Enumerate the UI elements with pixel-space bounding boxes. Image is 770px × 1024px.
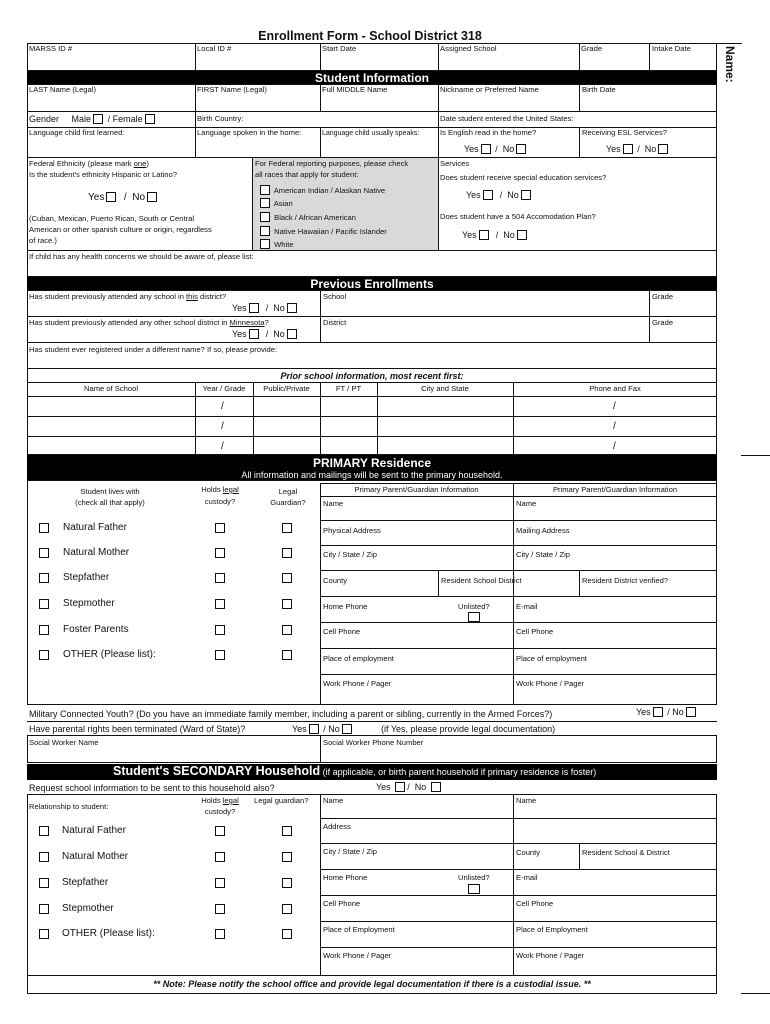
guardian-checkbox[interactable]	[282, 573, 292, 583]
military-question: Military Connected Youth? (Do you have an immediate family member, including a parent or sibling, currently in the Armed Forces?)	[29, 709, 553, 719]
prev2-no-label: No	[273, 329, 285, 339]
s-legal-guardian-label: Legal guardian?	[254, 796, 309, 805]
social-worker-phone-label: Social Worker Phone Number	[323, 738, 424, 747]
p-unlisted-label: Unlisted?	[458, 602, 490, 611]
plan-no-checkbox[interactable]	[517, 230, 527, 240]
sped-question: Does student receive special education services?	[440, 173, 607, 182]
race-label: Native Hawaiian / Pacific Islander	[274, 227, 387, 236]
s-cell2-label: Cell Phone	[516, 899, 554, 908]
lives-with-checkbox[interactable]	[39, 548, 49, 558]
race-label: Asian	[273, 199, 293, 208]
slash-text: /	[123, 192, 127, 203]
lives-with-label: Student lives with	[80, 487, 140, 496]
sped-yes-label: Yes	[466, 190, 481, 200]
race-checkbox[interactable]	[260, 212, 270, 222]
plan-yes-checkbox[interactable]	[479, 230, 489, 240]
previous-enrollments-header: Previous Enrollments	[27, 277, 717, 291]
legal-label: Legal	[278, 487, 298, 496]
primary-residence-header: PRIMARY Residence	[312, 456, 432, 470]
english-yes-label: Yes	[464, 144, 479, 154]
lives-with-checkbox[interactable]	[39, 625, 49, 635]
mail-address-label: Mailing Address	[516, 526, 570, 535]
s-county-label: County	[516, 848, 541, 857]
custody-checkbox[interactable]	[215, 548, 225, 558]
custody-checkbox[interactable]	[215, 573, 225, 583]
request-question: Request school information to be sent to this household also?	[29, 783, 275, 793]
custody-checkbox[interactable]	[215, 650, 225, 660]
res-school-label: Resident School District	[441, 576, 522, 585]
row-slash: /	[613, 401, 616, 412]
rights-yes-checkbox[interactable]	[309, 724, 319, 734]
mil-yes-label: Yes	[636, 707, 651, 717]
slash-text: /	[265, 329, 269, 339]
guardian-checkbox[interactable]	[282, 852, 292, 862]
race-checkbox[interactable]	[260, 239, 270, 249]
mil-yes-checkbox[interactable]	[653, 707, 663, 717]
slash-text: /	[495, 230, 499, 240]
sped-yes-checkbox[interactable]	[483, 190, 493, 200]
start-label: Start Date	[322, 44, 357, 53]
custody-checkbox[interactable]	[215, 878, 225, 888]
lives-with-checkbox[interactable]	[39, 650, 49, 660]
race-head-1: For Federal reporting purposes, please check	[255, 159, 409, 168]
col-ft-pt: FT / PT	[335, 384, 362, 393]
prev-district-label: District	[323, 318, 347, 327]
custody-label: custody?	[204, 497, 236, 506]
prior-school-title: Prior school information, most recent first:	[280, 371, 464, 381]
slash-text: /	[499, 190, 503, 200]
lang-first-label: Language child first learned:	[29, 128, 125, 137]
p-employ2-label: Place of employment	[516, 654, 587, 663]
col-public-private: Public/Private	[263, 384, 310, 393]
prev-q2: Has student previously attended any other school district in	[29, 318, 230, 327]
birth-date-label: Birth Date	[582, 85, 616, 94]
rights-no-label: No	[328, 724, 340, 734]
ethnicity-paren: )	[146, 159, 149, 168]
custody-checkbox[interactable]	[215, 929, 225, 939]
p-work2-label: Work Phone / Pager	[516, 679, 585, 688]
relationship-label: Stepmother	[63, 598, 115, 609]
prev1-no-checkbox[interactable]	[287, 303, 297, 313]
relationship-label: Relationship to student:	[29, 802, 109, 811]
first-name-label: FIRST Name (Legal)	[197, 85, 267, 94]
prev1-no-label: No	[273, 303, 285, 313]
s-name2-label: Name	[516, 796, 537, 805]
prev-q1-this: this	[186, 292, 198, 301]
relationship-label: Natural Mother	[62, 851, 129, 862]
services-label: Services	[440, 159, 470, 168]
relationship-label: OTHER (Please list):	[62, 928, 155, 939]
lives-with-checkbox[interactable]	[39, 826, 49, 836]
col-year-grade: Year / Grade	[202, 384, 246, 393]
prev-q1-end: district?	[197, 292, 227, 301]
female-label: / Female	[107, 114, 143, 124]
esl-yes-label: Yes	[606, 144, 621, 154]
race-checkbox[interactable]	[260, 185, 270, 195]
holds-label: Holds	[201, 485, 223, 494]
s-cell-label: Cell Phone	[323, 899, 361, 908]
esl-no-checkbox[interactable]	[658, 144, 668, 154]
side-name-label: Name:	[723, 46, 737, 83]
s-legal-underline: legal	[222, 796, 239, 805]
col-name-of-school: Name of School	[83, 384, 139, 393]
date-entered-label: Date student entered the United States:	[440, 114, 574, 123]
male-checkbox[interactable]	[93, 114, 103, 124]
social-worker-label: Social Worker Name	[29, 738, 99, 747]
custody-checkbox[interactable]	[215, 852, 225, 862]
lang-home-label: Language spoken in the home:	[197, 128, 302, 137]
plan-yes-label: Yes	[462, 230, 477, 240]
prev2-yes-label: Yes	[232, 329, 247, 339]
p-unlisted-checkbox[interactable]	[468, 612, 480, 622]
legal-underline: legal	[222, 485, 239, 494]
custodial-note: ** Note: Please notify the school office and provide legal documentation if there is a custodial issue. **	[153, 979, 591, 989]
relationship-label: Stepfather	[63, 572, 110, 583]
student-info-header: Student Information	[27, 71, 717, 85]
prev-q1: Has student previously attended any school in	[29, 292, 187, 301]
custody-checkbox[interactable]	[215, 599, 225, 609]
check-all-label: (check all that apply)	[75, 498, 145, 507]
intake-label: Intake Date	[652, 44, 691, 53]
nickname-label: Nickname or Preferred Name	[440, 85, 539, 94]
relationship-label: Natural Mother	[63, 547, 130, 558]
race-label: American Indian / Alaskan Native	[273, 186, 386, 195]
sped-no-checkbox[interactable]	[521, 190, 531, 200]
s-unlisted-label: Unlisted?	[458, 873, 490, 882]
guardian-checkbox[interactable]	[282, 878, 292, 888]
ethnicity-label: Federal Ethnicity (please mark	[29, 159, 134, 168]
slash-text: /	[667, 707, 670, 717]
prev-q3: Has student ever registered under a different name? If so, please provide:	[29, 345, 278, 354]
p-cell-label: Cell Phone	[323, 627, 361, 636]
lives-with-checkbox[interactable]	[39, 852, 49, 862]
prev-school-label: School	[323, 292, 347, 301]
form-title: Enrollment Form - School District 318	[258, 29, 482, 43]
slash-text: /	[265, 303, 269, 313]
row-slash: /	[221, 441, 224, 452]
eth-no-label: No	[132, 192, 146, 203]
eth-note-3: of race.)	[29, 236, 57, 245]
english-yes-checkbox[interactable]	[481, 144, 491, 154]
gender-label: Gender	[29, 114, 60, 124]
prev2-no-checkbox[interactable]	[287, 329, 297, 339]
custody-checkbox[interactable]	[215, 523, 225, 533]
eth-yes-label: Yes	[88, 192, 105, 203]
guardian-checkbox[interactable]	[282, 599, 292, 609]
col-city-state: City and State	[421, 384, 469, 393]
eth-yes-checkbox[interactable]	[106, 192, 116, 202]
p-csz-label: City / State / Zip	[323, 550, 378, 559]
relationship-label: Foster Parents	[63, 624, 129, 635]
lives-with-checkbox[interactable]	[39, 904, 49, 914]
birth-country-label: Birth Country:	[197, 114, 244, 123]
english-label: Is English read in the home?	[440, 128, 537, 137]
custody-checkbox[interactable]	[215, 625, 225, 635]
guardian-label: Guardian?	[270, 498, 306, 507]
prev1-yes-checkbox[interactable]	[249, 303, 259, 313]
plan504-question: Does student have a 504 Accomodation Plan?	[440, 212, 596, 221]
p-csz2-label: City / State / Zip	[516, 550, 571, 559]
middle-name-label: Full MIDDLE Name	[322, 85, 388, 94]
col-phone-fax: Phone and Fax	[589, 384, 641, 393]
guardian-checkbox[interactable]	[282, 548, 292, 558]
guardian-checkbox[interactable]	[282, 929, 292, 939]
req-no-label: No	[414, 782, 427, 792]
prev-q2-mn: Minnesota	[229, 318, 265, 327]
county-label: County	[323, 576, 348, 585]
rights-yes-label: Yes	[292, 724, 307, 734]
local-label: Local ID #	[197, 44, 232, 53]
sped-no-label: No	[507, 190, 519, 200]
ethnicity-question: Is the student's ethnicity Hispanic or Latino?	[29, 170, 177, 179]
row-slash: /	[613, 441, 616, 452]
eth-no-checkbox[interactable]	[147, 192, 157, 202]
grade-label: Grade	[581, 44, 603, 53]
rights-no-checkbox[interactable]	[342, 724, 352, 734]
s-email-label: E-mail	[516, 873, 538, 882]
race-checkbox[interactable]	[260, 198, 270, 208]
eth-note-1: (Cuban, Mexican, Puerto Rican, South or Central	[29, 214, 195, 223]
s-unlisted-checkbox[interactable]	[468, 884, 480, 894]
prev-grade-label: Grade	[652, 292, 674, 301]
lang-usual-label: Language child usually speaks:	[322, 130, 420, 137]
s-work2-label: Work Phone / Pager	[516, 951, 585, 960]
esl-label: Receiving ESL Services?	[582, 128, 667, 137]
s-address-label: Address	[323, 822, 351, 831]
school-label: Assigned School	[440, 44, 497, 53]
row-slash: /	[221, 421, 224, 432]
esl-yes-checkbox[interactable]	[623, 144, 633, 154]
mil-no-label: No	[672, 707, 684, 717]
prev-q2-end: ?	[264, 318, 269, 327]
req-no-checkbox[interactable]	[431, 782, 441, 792]
s-employ-label: Place of Employment	[323, 925, 395, 934]
slash-text: /	[495, 144, 498, 154]
p-home-label: Home Phone	[323, 602, 368, 611]
rights-question: Have parental rights been terminated (Ward of State)?	[29, 724, 246, 734]
row-slash: /	[613, 421, 616, 432]
prev1-yes-label: Yes	[232, 303, 247, 313]
p-email-label: E-mail	[516, 602, 538, 611]
req-yes-label: Yes	[376, 782, 391, 792]
s-name-label: Name	[323, 796, 344, 805]
english-no-checkbox[interactable]	[516, 144, 526, 154]
p-cell2-label: Cell Phone	[516, 627, 554, 636]
prev-grade-label: Grade	[652, 318, 674, 327]
row-slash: /	[221, 401, 224, 412]
lives-with-checkbox[interactable]	[39, 599, 49, 609]
guardian-checkbox[interactable]	[282, 826, 292, 836]
res-verify-label: Resident District verified?	[582, 576, 669, 585]
race-head-2: all races that apply for student:	[255, 170, 359, 179]
p-name-label: Name	[323, 499, 344, 508]
primary-info-1: Primary Parent/Guardian Information	[354, 485, 479, 494]
s-work-label: Work Phone / Pager	[323, 951, 392, 960]
plan-no-label: No	[503, 230, 515, 240]
race-label: Black / African American	[274, 213, 357, 222]
race-checkbox[interactable]	[260, 226, 270, 236]
rights-note: (if Yes, please provide legal documentation)	[381, 724, 556, 734]
lives-with-checkbox[interactable]	[39, 929, 49, 939]
guardian-checkbox[interactable]	[282, 625, 292, 635]
s-csz-label: City / State / Zip	[323, 847, 378, 856]
p-name2-label: Name	[516, 499, 537, 508]
s-employ2-label: Place of Employment	[516, 925, 588, 934]
ethnicity-one: one	[133, 159, 147, 168]
relationship-label: Natural Father	[63, 522, 127, 533]
relationship-label: Stepfather	[62, 877, 109, 888]
lives-with-checkbox[interactable]	[39, 878, 49, 888]
slash-text: /	[637, 144, 640, 154]
esl-no-label: No	[644, 144, 657, 154]
secondary-header: Student's SECONDARY Household	[113, 764, 321, 778]
lives-with-checkbox[interactable]	[39, 523, 49, 533]
custody-checkbox[interactable]	[215, 904, 225, 914]
s-holds-label: Holds	[201, 796, 223, 805]
race-label: White	[274, 240, 294, 249]
phys-address-label: Physical Address	[323, 526, 381, 535]
relationship-label: Natural Father	[62, 825, 126, 836]
s-home-label: Home Phone	[323, 873, 368, 882]
primary-sub: All information and mailings will be sent to the primary household.	[241, 470, 503, 480]
relationship-label: Stepmother	[62, 903, 114, 914]
custody-checkbox[interactable]	[215, 826, 225, 836]
secondary-header-note: (if applicable, or birth parent household if primary residence is foster)	[320, 767, 597, 777]
eth-note-2: American or other spanish culture or origin, regardless	[29, 225, 212, 234]
req-yes-checkbox[interactable]	[395, 782, 405, 792]
last-name-label: LAST Name (Legal)	[29, 85, 96, 94]
p-employ-label: Place of employment	[323, 654, 394, 663]
female-checkbox[interactable]	[145, 114, 155, 124]
primary-info-2: Primary Parent/Guardian Information	[552, 485, 678, 494]
slash-text: /	[323, 724, 326, 734]
slash-text: /	[407, 782, 410, 792]
guardian-checkbox[interactable]	[282, 904, 292, 914]
english-no-label: No	[502, 144, 515, 154]
s-res-label: Resident School & District	[582, 848, 670, 857]
mil-no-checkbox[interactable]	[686, 707, 696, 717]
lives-with-checkbox[interactable]	[39, 573, 49, 583]
p-work-label: Work Phone / Pager	[323, 679, 392, 688]
relationship-label: OTHER (Please list):	[63, 649, 156, 660]
health-label: If child has any health concerns we should be aware of, please list:	[29, 252, 254, 261]
guardian-checkbox[interactable]	[282, 650, 292, 660]
guardian-checkbox[interactable]	[282, 523, 292, 533]
s-custody-label: custody?	[204, 807, 236, 816]
prev2-yes-checkbox[interactable]	[249, 329, 259, 339]
male-label: Male	[71, 114, 92, 124]
marss-label: MARSS ID #	[29, 44, 73, 53]
